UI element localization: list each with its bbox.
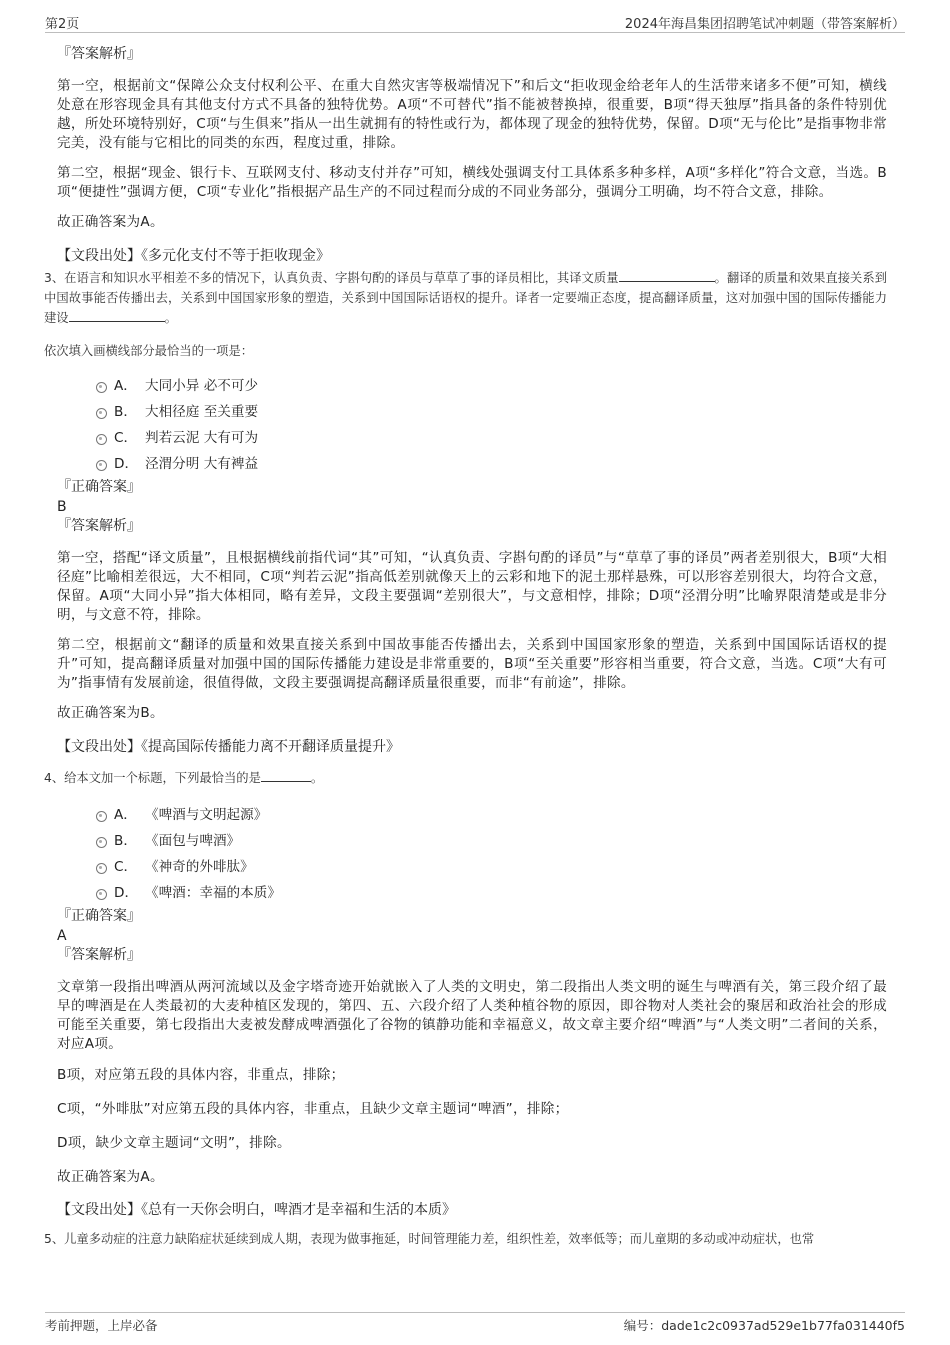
q3-question-text (44, 268, 887, 328)
q4-analysis-para-1: 文章第一段指出啤酒从两河流域以及金字塔奇迹开始就嵌入了人类的文明史，第二段指出人类文明的诞生与啤酒有关，第三段介绍了最早的啤酒是在人类最初的大麦种植区发现的，第四、五、六段介绍了人类种植谷物的原因，即谷物对人类社会的聚居和政治社会的形成可能至关重要，第七段指出大麦被发酵成啤酒强化了谷物的镇静功能和幸福意义，故文章主要介绍“啤酒”与“人类文明”二者间的关系，对应A项。 (57, 979, 887, 1052)
document-body (44, 44, 887, 1249)
q4-correct-answer: A (57, 928, 67, 944)
q4-option-a[interactable]: A． 《啤酒与文明起源》 (57, 802, 887, 828)
q4-analysis-para-4: D项，缺少文章主题词“文明”，排除。 (57, 1135, 291, 1151)
q4-options (57, 802, 887, 906)
q3-source: 【文段出处】《提高国际传播能力离不开翻译质量提升》 (57, 739, 400, 755)
q3-correct-label: 『正确答案』 (57, 479, 141, 495)
page-number: 第2页 (45, 17, 80, 32)
page-footer (45, 1312, 905, 1337)
q4-source: 【文段出处】《总有一天你会明白，啤酒才是幸福和生活的本质》 (57, 1202, 456, 1218)
q4-analysis-label: 『答案解析』 (57, 947, 141, 963)
radio-icon[interactable] (96, 811, 107, 822)
q3-analysis-para-1: 第一空，搭配“译文质量”，且根据横线前指代词“其”可知，“认真负责、字斟句酌的译员”与“草草了事的译员”两者差别很大，B项“大相径庭”比喻相差很远，大不相同，C项“判若云泥”指高低差别就像天上的云彩和地下的泥土那样悬殊，可以形容差别很大，均符合文意，保留。A项“大同小异”指大体相同，略有差异，文段主要强调“差别很大”，与文意相悖，排除；D项“泾渭分明”比喻界限清楚或是非分明，与文意不符，排除。 (57, 550, 887, 623)
q4-option-c[interactable]: C． 《神奇的外啡肽》 (57, 854, 887, 880)
radio-icon[interactable] (96, 382, 107, 393)
q2-analysis-label: 『答案解析』 (57, 46, 141, 62)
q3-analysis-para-2: 第二空，根据前文“翻译的质量和效果直接关系到中国故事能否传播出去，关系到中国国家形象的塑造，关系到中国国际话语权的提升”可知，提高翻译质量对加强中国的国际传播能力建设是非常重要的，B项“至关重要”形容相当重要，符合文意，当选。C项“大有可为”指事情有发展前途，很值得做，文段主要强调提高翻译质量很重要，而非“有前途”，排除。 (57, 637, 887, 691)
radio-icon[interactable] (96, 863, 107, 874)
q3-blank-2 (69, 309, 165, 322)
footer-motto: 考前押题，上岸必备 (45, 1318, 158, 1333)
q4-option-b[interactable]: B． 《面包与啤酒》 (57, 828, 887, 854)
q3-blank-1 (619, 269, 715, 282)
q5-question-text: 5、儿童多动症的注意力缺陷症状延续到成人期，表现为做事拖延，时间管理能力差，组织性差，效率低等；而儿童期的多动或冲动症状，也常 (44, 1232, 815, 1246)
document-title: 2024年海昌集团招聘笔试冲刺题（带答案解析） (624, 17, 905, 32)
q4-blank (261, 769, 311, 782)
q3-text-middle: 。翻译的质量和效果直接关系到中国故事能否传播出去，关系到中国国家形象的塑造，关系到中国国际话语权的提升。译者一定要端正态度，提高翻译质量，这对加强中国的国际传播能力建设 (44, 271, 887, 325)
q3-option-b[interactable]: B． 大相径庭 至关重要 (57, 399, 887, 425)
q2-analysis-para-2: 第二空，根据“现金、银行卡、互联网支付、移动支付并存”可知，横线处强调支付工具体系多种多样，A项“多样化”符合文意，当选。B项“便捷性”强调方便，C项“专业化”指根据产品生产的不同过程而分成的不同业务部分，强调分工明确，均不符合文意，排除。 (57, 165, 887, 200)
radio-icon[interactable] (96, 408, 107, 419)
q4-answer-line: 故正确答案为A。 (57, 1169, 164, 1185)
q3-correct-answer: B (57, 499, 67, 515)
q2-source: 【文段出处】《多元化支付不等于拒收现金》 (57, 248, 330, 264)
q4-analysis-para-2: B项，对应第五段的具体内容，非重点，排除； (57, 1067, 345, 1083)
q3-option-d[interactable]: D． 泾渭分明 大有裨益 (57, 451, 887, 477)
q3-text-after: 。 (164, 311, 177, 325)
q4-question-text: 4、给本文加一个标题，下列最恰当的是 。 (44, 771, 324, 785)
q2-analysis-para-1: 第一空，根据前文“保障公众支付权利公平、在重大自然灾害等极端情况下”和后文“拒收现金给老年人的生活带来诸多不便”可知，横线处意在形容现金具有其他支付方式不具备的独特优势。A项“不可替代”指不能被替换掉，很重要，B项“得天独厚”指具备的条件特别优越，所处环境特别好，C项“与生俱来”指从一出生就拥有的特性或行为，都体现了现金的独特优势，保留。D项“无与伦比”是指事物非常完美，没有能与它相比的同类的东西，程度过重，排除。 (57, 78, 887, 151)
q3-instruction: 依次填入画横线部分最恰当的一项是： (44, 344, 254, 358)
q4-analysis-para-3: C项，“外啡肽”对应第五段的具体内容，非重点，且缺少文章主题词“啤酒”，排除； (57, 1101, 569, 1117)
q3-option-a[interactable]: A． 大同小异 必不可少 (57, 373, 887, 399)
q3-answer-line: 故正确答案为B。 (57, 705, 164, 721)
q4-option-d[interactable]: D． 《啤酒：幸福的本质》 (57, 880, 887, 906)
q2-answer-line: 故正确答案为A。 (57, 214, 164, 230)
q3-options (57, 373, 887, 477)
footer-serial-number: 编号：dade1c2c0937ad529e1b77fa031440f5 (623, 1318, 905, 1333)
page-header (45, 10, 905, 33)
radio-icon[interactable] (96, 889, 107, 900)
q3-analysis-label: 『答案解析』 (57, 518, 141, 534)
radio-icon[interactable] (96, 434, 107, 445)
q4-correct-label: 『正确答案』 (57, 908, 141, 924)
q3-option-c[interactable]: C． 判若云泥 大有可为 (57, 425, 887, 451)
radio-icon[interactable] (96, 460, 107, 471)
q3-text-before: 3、在语言和知识水平相差不多的情况下，认真负责、字斟句酌的译员与草草了事的译员相比，其译文质量 (44, 271, 619, 285)
radio-icon[interactable] (96, 837, 107, 848)
